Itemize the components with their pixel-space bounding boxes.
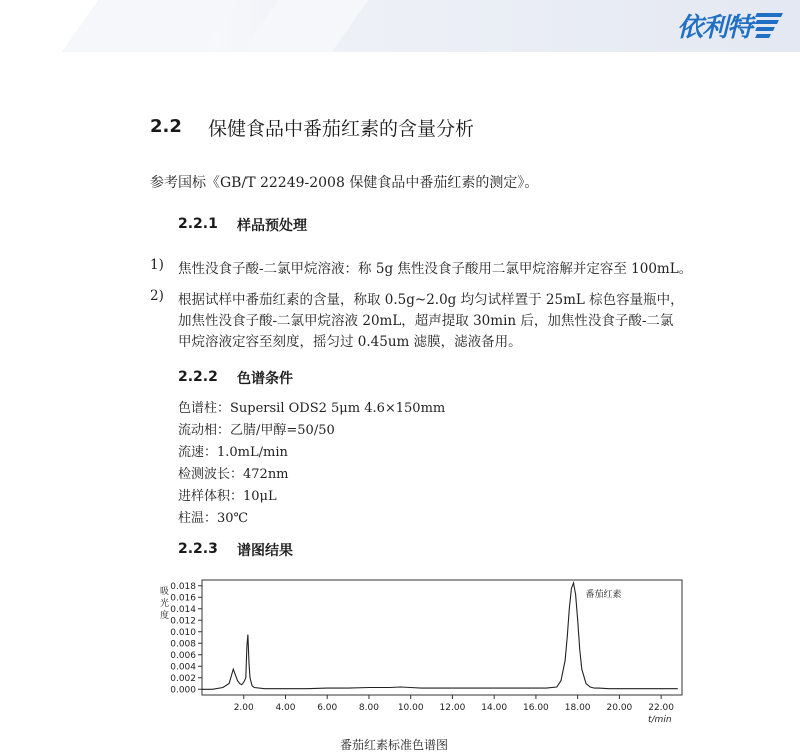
subsection-number: 2.2.1 <box>178 216 218 232</box>
y-tick-label: 0.018 <box>170 581 196 592</box>
logo-stripes-icon <box>756 13 782 38</box>
y-axis-label-char: 光 <box>160 599 170 609</box>
logo-text: 依利特 <box>676 12 752 43</box>
header-decoration <box>62 0 238 52</box>
chart-caption: 番茄红素标准色谱图 <box>340 738 449 752</box>
reference-standard: 参考国标《GB/T 22249-2008 保健食品中番茄红素的测定》。 <box>150 175 539 191</box>
x-axis-ticks <box>234 695 675 713</box>
condition-line: 色谱柱：Supersil ODS2 5μm 4.6×150mm <box>178 401 446 416</box>
y-axis-ticks <box>170 582 202 696</box>
condition-line: 流动相：乙腈/甲醇=50/50 <box>178 423 335 438</box>
x-tick-label: 2.00 <box>233 703 254 713</box>
x-tick-label: 16.00 <box>523 703 549 713</box>
y-axis-label-char: 度 <box>160 611 170 621</box>
list-item-text: 焦性没食子酸-二氯甲烷溶液：称 5g 焦性没食子酸用二氯甲烷溶解并定容至 100mL。 <box>178 261 693 277</box>
subsection-title: 样品预处理 <box>237 218 307 234</box>
list-item-number: 2) <box>150 288 164 304</box>
list-item-text: 根据试样中番茄红素的含量，称取 0.5g~2.0g 均匀试样置于 25mL 棕色容量瓶中， <box>178 292 684 308</box>
condition-line: 流速：1.0mL/min <box>178 445 288 460</box>
y-tick-label: 0.002 <box>170 673 196 684</box>
header-band <box>0 0 800 52</box>
x-tick-label: 20.00 <box>606 703 633 713</box>
subsection-title: 色谱条件 <box>237 371 293 387</box>
y-tick-label: 0.008 <box>170 639 196 650</box>
section-title: 保健食品中番茄红素的含量分析 <box>208 118 475 140</box>
x-axis-label: t/min <box>648 715 672 725</box>
y-axis-label <box>160 586 169 621</box>
brand-logo <box>677 8 782 42</box>
y-tick-label: 0.012 <box>170 616 196 627</box>
peak-label: 番茄红素 <box>585 589 622 600</box>
y-tick-label: 0.000 <box>170 685 196 696</box>
x-tick-label: 22.00 <box>648 703 675 713</box>
x-tick-label: 18.00 <box>564 703 591 713</box>
x-tick-label: 10.00 <box>397 703 424 713</box>
section-number: 2.2 <box>150 116 182 137</box>
x-tick-label: 14.00 <box>481 703 508 713</box>
header-decoration <box>242 0 368 52</box>
y-tick-label: 0.006 <box>170 650 196 661</box>
subsection-number: 2.2.2 <box>178 369 218 385</box>
x-tick-label: 8.00 <box>358 703 379 713</box>
y-tick-label: 0.016 <box>170 593 196 604</box>
x-tick-label: 4.00 <box>275 703 296 713</box>
list-item-number: 1) <box>150 257 164 273</box>
y-tick-label: 0.004 <box>170 662 196 673</box>
condition-line: 进样体积：10μL <box>178 489 277 504</box>
condition-line: 柱温：30℃ <box>178 511 249 526</box>
x-tick-label: 6.00 <box>317 703 338 713</box>
x-tick-label: 12.00 <box>439 703 466 713</box>
list-item-text: 甲烷溶液定容至刻度，摇匀过 0.45um 滤膜，滤液备用。 <box>178 334 522 350</box>
y-axis-label-char: 吸 <box>160 587 170 597</box>
condition-line: 检测波长：472nm <box>178 467 289 482</box>
subsection-number: 2.2.3 <box>178 541 218 557</box>
subsection-title: 谱图结果 <box>237 543 293 559</box>
list-item-text: 加焦性没食子酸-二氯甲烷溶液 20mL，超声提取 30min 后，加焦性没食子酸-二氯 <box>178 313 674 329</box>
chromatogram-chart <box>0 560 800 732</box>
y-tick-label: 0.010 <box>170 627 196 638</box>
y-tick-label: 0.014 <box>170 604 196 615</box>
